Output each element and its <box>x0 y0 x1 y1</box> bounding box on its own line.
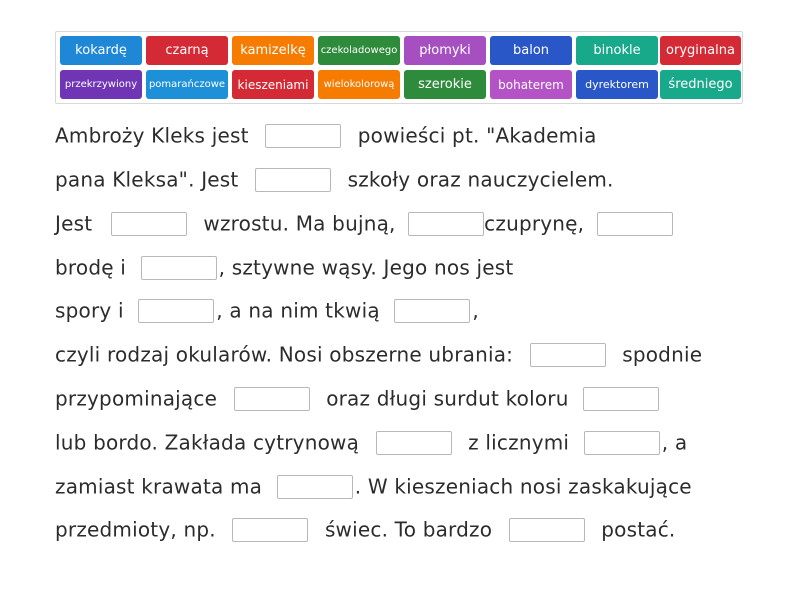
drop-slot-13[interactable] <box>584 431 660 455</box>
passage-text: powieści pt. "Akademia <box>357 123 597 148</box>
word-tile-pomaranczowe[interactable]: pomarańczowe <box>146 70 228 99</box>
drop-slot-7[interactable] <box>138 299 214 323</box>
word-tile-dyrektorem[interactable]: dyrektorem <box>576 70 658 99</box>
text-line-7 <box>55 382 659 412</box>
passage-text: zamiast krawata ma <box>55 474 263 499</box>
drop-slot-6[interactable] <box>141 256 217 280</box>
passage-text: Jest <box>55 211 93 236</box>
text-line-6 <box>55 338 702 368</box>
drop-slot-8[interactable] <box>394 299 470 323</box>
passage-text: wzrostu. Ma bujną, <box>203 211 396 236</box>
drop-slot-14[interactable] <box>277 475 353 499</box>
text-line-3 <box>55 207 673 237</box>
drop-slot-12[interactable] <box>376 431 452 455</box>
passage-text: , <box>472 298 479 323</box>
passage-text: Ambroży Kleks jest <box>55 123 249 148</box>
word-tile-binokle[interactable]: binokle <box>576 36 658 65</box>
passage-text: przedmioty, np. <box>55 517 216 542</box>
passage-text: przypominające <box>55 386 218 411</box>
drop-slot-2[interactable] <box>255 168 331 192</box>
word-tile-szerokie[interactable]: szerokie <box>404 70 486 99</box>
drop-slot-11[interactable] <box>583 387 659 411</box>
drop-slot-1[interactable] <box>265 124 341 148</box>
passage-text: szkoły oraz nauczycielem. <box>347 167 614 192</box>
passage-text: , a <box>661 430 688 455</box>
passage-text: oraz długi surdut koloru <box>326 386 569 411</box>
word-tile-czarna[interactable]: czarną <box>146 36 228 65</box>
word-tile-kokarde[interactable]: kokardę <box>60 36 142 65</box>
word-tile-balon[interactable]: balon <box>490 36 572 65</box>
passage-text: postać. <box>601 517 676 542</box>
drop-slot-10[interactable] <box>234 387 310 411</box>
word-tile-kamizelke[interactable]: kamizelkę <box>232 36 314 65</box>
passage-text: czyli rodzaj okularów. Nosi obszerne ubrania: <box>55 342 514 367</box>
word-tile-wielokolorowa[interactable]: wielokolorową <box>318 70 400 99</box>
passage-text: , a na nim tkwią <box>216 298 380 323</box>
word-tile-czekoladowego[interactable]: czekoladowego <box>318 36 400 65</box>
drop-slot-3[interactable] <box>111 212 187 236</box>
text-line-1 <box>55 119 597 149</box>
passage-text: pana Kleksa". Jest <box>55 167 239 192</box>
text-line-8 <box>55 426 687 456</box>
passage-text: świec. To bardzo <box>324 517 493 542</box>
text-line-10 <box>55 513 675 543</box>
word-tile-kieszeniami[interactable]: kieszeniami <box>232 70 314 99</box>
word-tile-plomyki[interactable]: płomyki <box>404 36 486 65</box>
drop-slot-16[interactable] <box>509 518 585 542</box>
drop-slot-5[interactable] <box>597 212 673 236</box>
passage-text: brodę i <box>55 255 127 280</box>
drop-slot-4[interactable] <box>408 212 484 236</box>
passage-text: spodnie <box>622 342 703 367</box>
word-tile-przekrzywiony[interactable]: przekrzywiony <box>60 70 142 99</box>
text-line-9 <box>55 470 692 500</box>
word-tile-bohaterem[interactable]: bohaterem <box>490 70 572 99</box>
text-line-5 <box>55 294 479 324</box>
text-line-2 <box>55 163 614 193</box>
drop-slot-9[interactable] <box>530 343 606 367</box>
passage-text: spory i <box>55 298 124 323</box>
passage-text: . W kieszeniach nosi zaskakujące <box>354 474 692 499</box>
passage-text: lub bordo. Zakłada cytrynową <box>55 430 360 455</box>
passage-text: z licznymi <box>468 430 570 455</box>
drop-slot-15[interactable] <box>232 518 308 542</box>
text-line-4 <box>55 251 513 281</box>
word-tile-oryginalna[interactable]: oryginalna <box>660 36 741 65</box>
passage-text: czuprynę, <box>484 211 585 236</box>
passage-text: , sztywne wąsy. Jego nos jest <box>218 255 514 280</box>
word-bank <box>55 31 743 104</box>
word-tile-sredniego[interactable]: średniego <box>660 70 741 99</box>
